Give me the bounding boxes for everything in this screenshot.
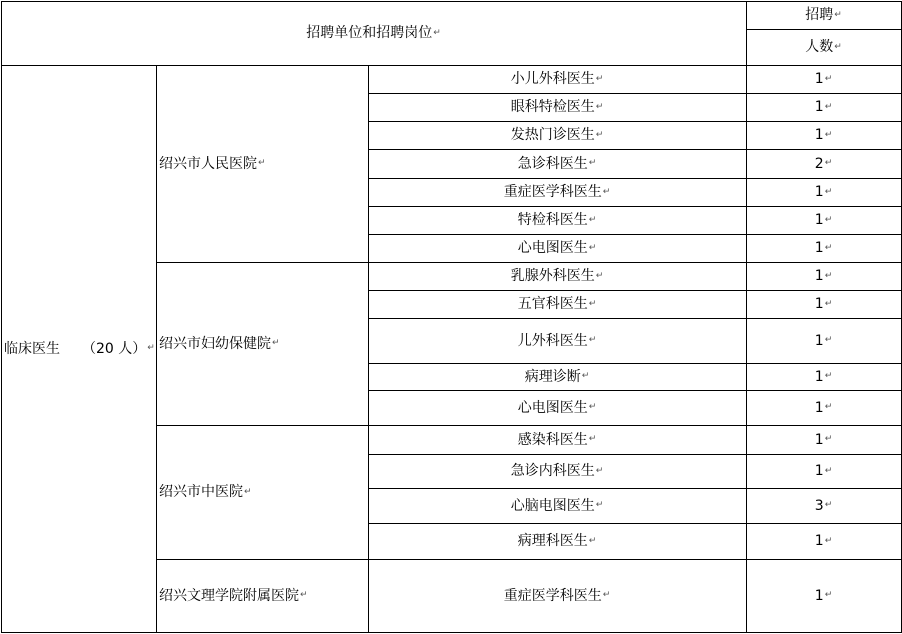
paragraph-mark: ↵ (595, 500, 604, 510)
horizontal-rule (156, 559, 902, 560)
position-cell (368, 121, 746, 149)
position-cell (368, 363, 746, 390)
paragraph-mark: ↵ (824, 500, 833, 510)
paragraph-mark: ↵ (595, 101, 604, 112)
cell-text: 1 (814, 71, 824, 87)
paragraph-mark: ↵ (824, 371, 833, 381)
paragraph-mark: ↵ (824, 214, 833, 225)
paragraph-mark: ↵ (824, 242, 833, 253)
horizontal-rule (368, 206, 902, 207)
cell-text: 特检科医生 (517, 212, 588, 228)
vertical-rule (1, 1, 2, 633)
count-cell (746, 234, 901, 262)
paragraph-mark: ↵ (824, 158, 833, 168)
count-cell (746, 65, 901, 93)
cell-text: 眼科特检医生 (510, 99, 595, 115)
position-cell (368, 93, 746, 121)
count-cell (746, 390, 901, 425)
count-cell (746, 121, 901, 149)
cell-text: 1 (814, 431, 824, 448)
horizontal-rule (368, 363, 902, 364)
horizontal-rule (368, 234, 902, 235)
paragraph-mark: ↵ (834, 9, 842, 20)
cell-text: 1 (814, 399, 824, 416)
cell-text: 1 (814, 99, 824, 115)
cell-text: 1 (814, 212, 824, 228)
count-cell (746, 523, 901, 559)
cell-text: 感染科医生 (517, 431, 588, 448)
paragraph-mark: ↵ (272, 338, 280, 348)
hospital-cell (156, 425, 368, 559)
cell-text: 绍兴市中医院 (159, 484, 243, 500)
cell-text: 心电图医生 (517, 240, 588, 256)
paragraph-mark: ↵ (602, 590, 611, 600)
cell-text: 招聘单位和招聘岗位 (306, 25, 433, 41)
position-cell (368, 206, 746, 234)
count-cell (746, 178, 901, 206)
cell-text: 1 (814, 268, 824, 284)
paragraph-mark: ↵ (602, 186, 611, 197)
position-cell (368, 523, 746, 559)
paragraph-mark: ↵ (588, 434, 597, 444)
count-cell (746, 559, 901, 632)
vertical-rule (746, 1, 747, 633)
count-cell (746, 425, 901, 454)
count-cell (746, 488, 901, 523)
cell-text: 重症医学科医生 (503, 587, 602, 604)
position-cell (368, 290, 746, 318)
cell-text: 绍兴市人民医院 (159, 155, 257, 172)
paragraph-mark: ↵ (147, 343, 155, 353)
horizontal-rule (368, 93, 902, 94)
cell-text: 绍兴文理学院附属医院 (159, 587, 299, 604)
header-count-line2 (746, 29, 901, 65)
paragraph-mark: ↵ (834, 41, 842, 52)
cell-text: 急诊科医生 (517, 155, 588, 172)
horizontal-rule (368, 178, 902, 179)
position-cell (368, 390, 746, 425)
position-cell (368, 425, 746, 454)
horizontal-rule (1, 632, 902, 633)
paragraph-mark: ↵ (244, 486, 252, 497)
paragraph-mark: ↵ (595, 73, 604, 84)
header-count-line1 (746, 1, 901, 29)
paragraph-mark: ↵ (824, 465, 833, 476)
horizontal-rule (368, 390, 902, 391)
horizontal-rule (368, 121, 902, 122)
position-cell (368, 454, 746, 488)
count-cell (746, 149, 901, 178)
paragraph-mark: ↵ (824, 73, 833, 84)
cell-text: 小儿外科医生 (510, 71, 595, 87)
horizontal-rule (368, 454, 902, 455)
paragraph-mark: ↵ (588, 214, 597, 225)
cell-text: 绍兴市妇幼保健院 (159, 335, 271, 352)
position-cell (368, 234, 746, 262)
paragraph-mark: ↵ (824, 434, 833, 444)
cell-text: 人数 (805, 39, 834, 55)
cell-text: 心脑电图医生 (510, 497, 595, 514)
cell-text: 儿外科医生 (517, 332, 588, 349)
cell-text: 1 (814, 533, 824, 549)
paragraph-mark: ↵ (588, 335, 597, 345)
cell-text: 1 (814, 587, 824, 604)
cell-text: 重症医学科医生 (503, 184, 602, 200)
cell-text: 五官科医生 (517, 296, 588, 312)
paragraph-mark: ↵ (595, 129, 604, 140)
paragraph-mark: ↵ (588, 242, 597, 253)
position-cell (368, 318, 746, 363)
paragraph-mark: ↵ (595, 270, 604, 281)
paragraph-mark: ↵ (824, 298, 833, 309)
position-cell (368, 488, 746, 523)
paragraph-mark: ↵ (824, 535, 833, 546)
paragraph-mark: ↵ (824, 129, 833, 140)
position-cell (368, 149, 746, 178)
count-cell (746, 454, 901, 488)
vertical-rule (156, 65, 157, 633)
paragraph-mark: ↵ (588, 402, 597, 412)
paragraph-mark: ↵ (824, 590, 833, 600)
count-cell (746, 363, 901, 390)
paragraph-mark: ↵ (595, 465, 604, 476)
hospital-cell (156, 262, 368, 425)
cell-text: 1 (814, 296, 824, 312)
cell-text: 病理科医生 (517, 533, 588, 549)
horizontal-rule (368, 318, 902, 319)
horizontal-rule (156, 425, 902, 426)
cell-text: 心电图医生 (517, 399, 588, 416)
count-cell (746, 206, 901, 234)
position-cell (368, 178, 746, 206)
cell-text: 2 (814, 155, 824, 172)
cell-text: 乳腺外科医生 (510, 268, 595, 284)
cell-text: 病理诊断 (524, 368, 581, 385)
paragraph-mark: ↵ (824, 186, 833, 197)
vertical-rule (368, 65, 369, 633)
cell-text: 1 (814, 184, 824, 200)
position-cell (368, 559, 746, 632)
category-cell (1, 65, 156, 632)
cell-text: 1 (814, 240, 824, 256)
cell-text: 1 (814, 332, 824, 349)
paragraph-mark: ↵ (824, 402, 833, 412)
paragraph-mark: ↵ (433, 27, 441, 38)
count-cell (746, 93, 901, 121)
horizontal-rule (746, 29, 902, 30)
count-cell (746, 262, 901, 290)
horizontal-rule (368, 523, 902, 524)
cell-text: 1 (814, 463, 824, 479)
horizontal-rule (156, 262, 902, 263)
cell-text: 招聘 (805, 7, 834, 23)
hospital-cell (156, 559, 368, 632)
horizontal-rule (1, 1, 902, 2)
paragraph-mark: ↵ (588, 535, 597, 546)
hospital-cell (156, 65, 368, 262)
position-cell (368, 65, 746, 93)
paragraph-mark: ↵ (824, 270, 833, 281)
horizontal-rule (368, 488, 902, 489)
horizontal-rule (1, 65, 902, 66)
horizontal-rule (368, 149, 902, 150)
header-unit-and-position (1, 1, 746, 65)
count-cell (746, 318, 901, 363)
paragraph-mark: ↵ (581, 371, 590, 381)
position-cell (368, 262, 746, 290)
category-total: （20 人） (82, 340, 147, 357)
paragraph-mark: ↵ (300, 590, 308, 600)
paragraph-mark: ↵ (824, 335, 833, 345)
horizontal-rule (368, 290, 902, 291)
cell-text: 3 (814, 497, 824, 514)
cell-text: 1 (814, 368, 824, 385)
count-cell (746, 290, 901, 318)
cell-text: 发热门诊医生 (510, 127, 595, 143)
cell-text: 急诊内科医生 (510, 463, 595, 479)
paragraph-mark: ↵ (588, 158, 597, 168)
cell-text: 临床医生 (4, 340, 60, 357)
paragraph-mark: ↵ (588, 298, 597, 309)
paragraph-mark: ↵ (258, 158, 266, 168)
cell-text: 1 (814, 127, 824, 143)
paragraph-mark: ↵ (824, 101, 833, 112)
